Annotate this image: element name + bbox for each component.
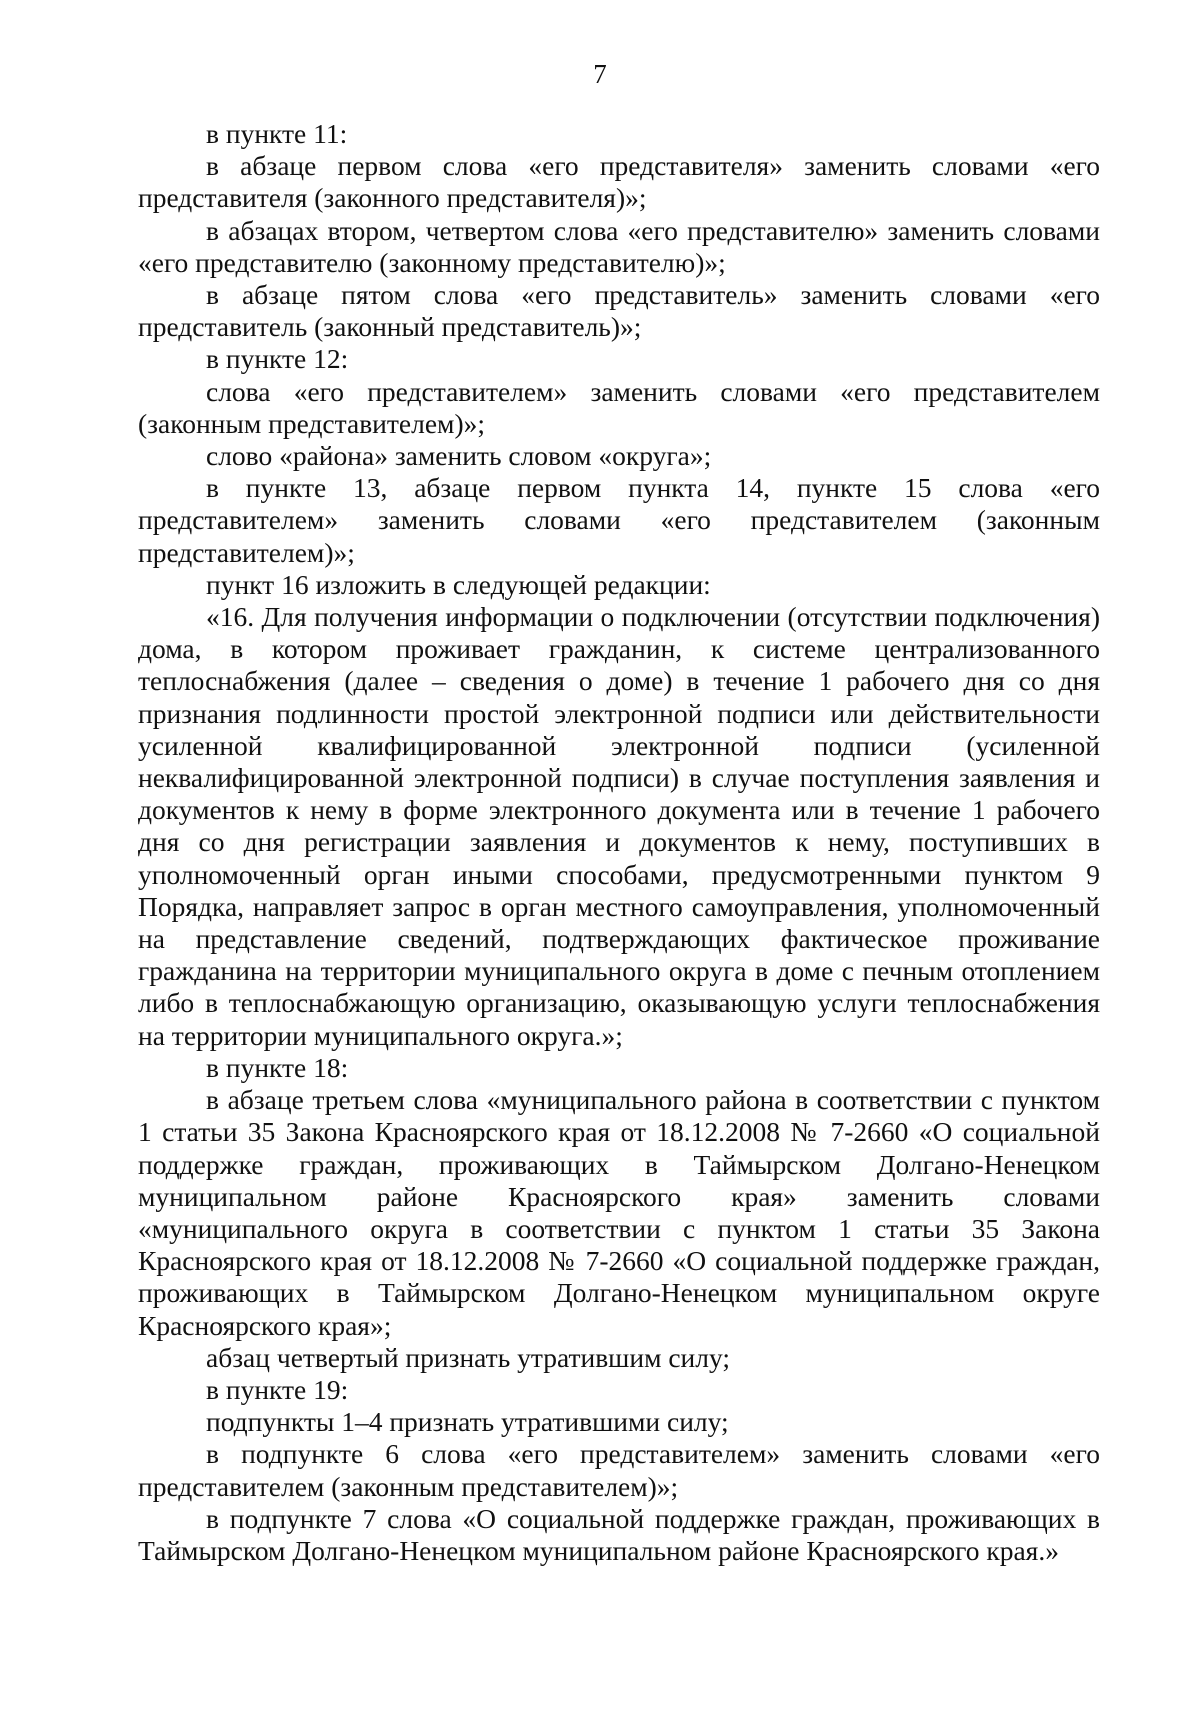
page-number: 7 <box>593 59 607 89</box>
paragraph-podpunkt-6: в подпункте 6 слова «его представителем» заменить словами «его представителем (законным представителем)»; <box>138 1438 1100 1502</box>
paragraph-abzacy-vtoroj-chetvertyj: в абзацах втором, четвертом слова «его представителю» заменить словами «его представителю (законному представителю)»; <box>138 214 1100 278</box>
document-body <box>138 118 1100 1567</box>
paragraph-podpunkt-7: в подпункте 7 слова «О социальной поддержке граждан, проживающих в Таймырском Долгано-Ненецком муниципальном районе Красноярского края.» <box>138 1502 1100 1566</box>
paragraph-podpunkty-1-4: подпункты 1–4 признать утратившими силу; <box>206 1406 729 1438</box>
paragraph-slova-predstavitelem: слова «его представителем» заменить словами «его представителем (законным представителем)»; <box>138 375 1100 439</box>
paragraph-abzac-pervyj: в абзаце первом слова «его представителя» заменить словами «его представителя (законного представителя)»; <box>138 150 1100 214</box>
paragraph-punkt-12: в пункте 12: <box>206 343 349 375</box>
paragraph-slovo-rajona: слово «района» заменить словом «округа»; <box>206 440 712 472</box>
paragraph-punkt-11: в пункте 11: <box>206 118 348 149</box>
paragraph-punkt-18: в пункте 18: <box>206 1051 349 1083</box>
paragraph-abzac-pyatyj: в абзаце пятом слова «его представитель» заменить словами «его представитель (законный представитель)»; <box>138 279 1100 343</box>
paragraph-punkty-13-14-15: в пункте 13, абзаце первом пункта 14, пункте 15 слова «его представителем» заменить словами «его представителем (законным представителем)»; <box>138 472 1100 568</box>
paragraph-punkt-16-text: «16. Для получения информации о подключении (отсутствии подключения) дома, в котором проживает гражданин, к системе централизованного теплоснабжения (далее – сведения о доме) в течение 1 рабочего дня со дня признания подлинности простой электронной подписи или действительности усиленной квалифицированной электронной подписи (усиленной неквалифицированной электронной подписи) в случае поступления заявления и документов к нему в форме электронного документа или в течение 1 рабочего дня со дня регистрации заявления и документов к нему, поступивших в уполномоченный орган иными способами, предусмотренными пунктом 9 Порядка, направляет запрос в орган местного самоуправления, уполномоченный на представление сведений, подтверждающих фактическое проживание гражданина на территории муниципального округа в доме с печным отоплением либо в теплоснабжающую организацию, оказывающую услуги теплоснабжения на территории муниципального округа.»; <box>138 601 1100 1051</box>
paragraph-abzac-chetvertyj: абзац четвертый признать утратившим силу; <box>206 1341 731 1373</box>
paragraph-abzac-tretij: в абзаце третьем слова «муниципального района в соответствии с пунктом 1 статьи 35 Закона Красноярского края от 18.12.2008 № 7-2660 «О социальной поддержке граждан, проживающих в Таймырском Долгано-Ненецком муниципальном районе Красноярского края» заменить словами «муниципального округа в соответствии с пунктом 1 статьи 35 Закона Красноярского края от 18.12.2008 № 7-2660 «О социальной поддержке граждан, проживающих в Таймырском Долгано-Ненецком муниципальном округе Красноярского края»; <box>138 1084 1100 1341</box>
paragraph-punkt-19: в пункте 19: <box>206 1373 349 1405</box>
paragraph-punkt-16-intro: пункт 16 изложить в следующей редакции: <box>206 568 711 600</box>
